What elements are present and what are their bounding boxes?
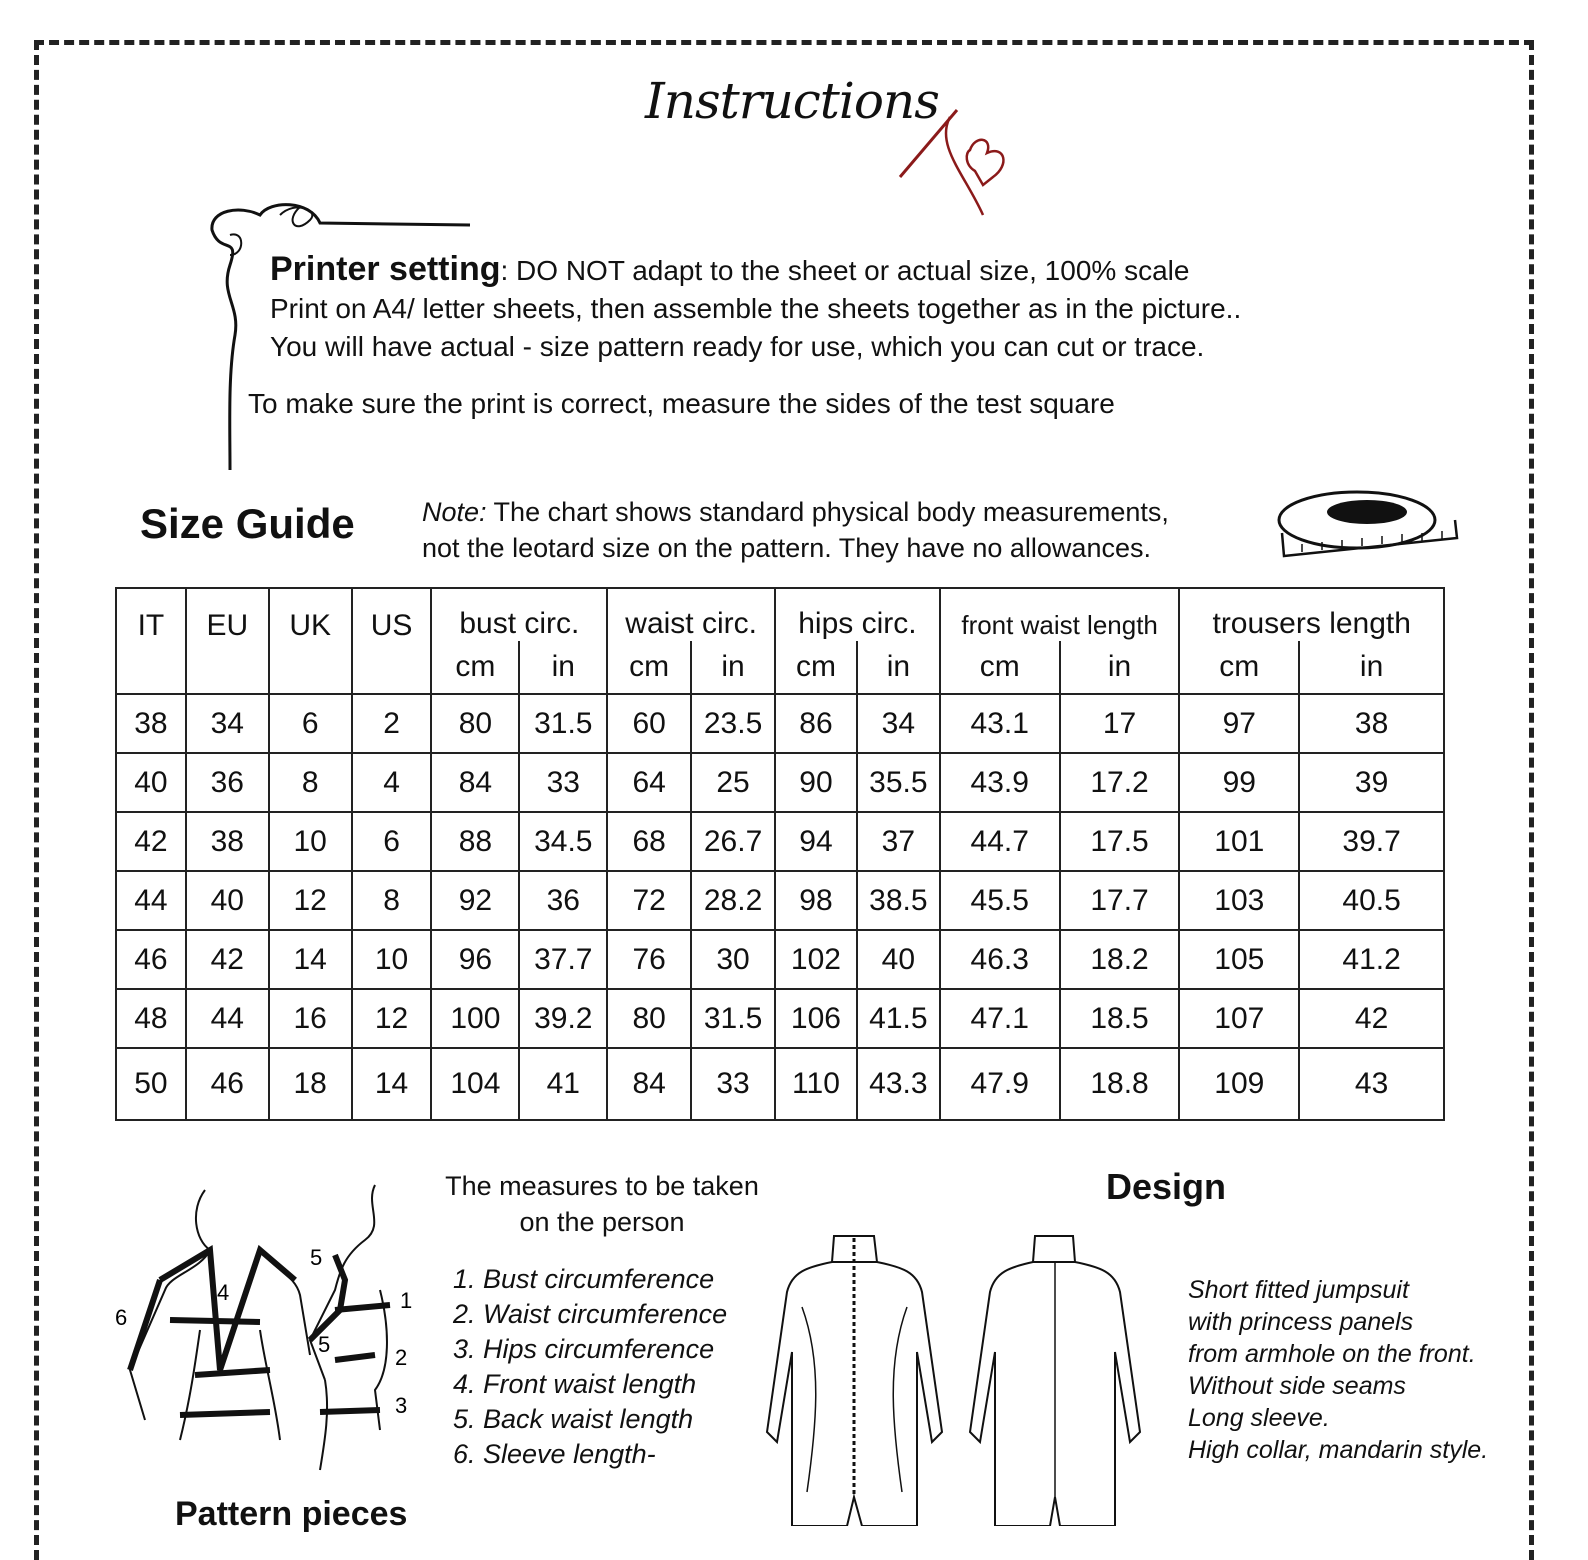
printer-line-1 [270, 250, 1241, 290]
cell: 30 [691, 930, 775, 989]
cell: 80 [431, 694, 519, 753]
header-front-waist: front waist length [940, 588, 1180, 641]
cell: 37 [857, 812, 940, 871]
cell: 39.7 [1299, 812, 1444, 871]
cell: 43.3 [857, 1048, 940, 1120]
size-guide-heading: Size Guide [140, 500, 355, 547]
cell: 92 [431, 871, 519, 930]
cell: 34 [857, 694, 940, 753]
cell: 40.5 [1299, 871, 1444, 930]
list-item: 6. Sleeve length- [453, 1439, 656, 1469]
cell: 18.2 [1060, 930, 1180, 989]
cell: 14 [269, 930, 352, 989]
cell: 43.9 [940, 753, 1060, 812]
table-row [116, 753, 1444, 812]
cell: 10 [352, 930, 432, 989]
jumpsuit-back-sketch-icon [965, 1232, 1145, 1526]
cell: 101 [1179, 812, 1299, 871]
cell: 40 [116, 753, 186, 812]
cell: 45.5 [940, 871, 1060, 930]
printer-line-3: You will have actual - size pattern ready for use, which you can cut or trace. [270, 331, 1205, 362]
design-line: Long sleeve. [1188, 1404, 1330, 1432]
body-measurement-figures-icon [110, 1180, 420, 1480]
note-line-1: The chart shows standard physical body measurements, [486, 497, 1169, 527]
cell: 80 [607, 989, 691, 1048]
unit-cm: cm [1179, 641, 1299, 694]
cell: 36 [186, 753, 269, 812]
cell: 33 [691, 1048, 775, 1120]
cell: 18.5 [1060, 989, 1180, 1048]
cell: 42 [1299, 989, 1444, 1048]
table-row [116, 989, 1444, 1048]
cell: 18 [269, 1048, 352, 1120]
cell: 97 [1179, 694, 1299, 753]
figure-number-5a: 5 [310, 1245, 323, 1270]
cell: 110 [775, 1048, 857, 1120]
cell: 47.1 [940, 989, 1060, 1048]
cell: 84 [431, 753, 519, 812]
cell: 48 [116, 989, 186, 1048]
cell: 35.5 [857, 753, 940, 812]
cell: 90 [775, 753, 857, 812]
unit-cm: cm [775, 641, 857, 694]
unit-cm: cm [607, 641, 691, 694]
size-guide-note [422, 494, 1169, 566]
unit-in: in [1299, 641, 1444, 694]
unit-in: in [857, 641, 940, 694]
cell: 76 [607, 930, 691, 989]
measures-heading [432, 1168, 772, 1240]
cell: 94 [775, 812, 857, 871]
list-item: 1. Bust circumference [453, 1264, 715, 1294]
cell: 2 [352, 694, 432, 753]
design-line: Without side seams [1188, 1372, 1406, 1400]
figure-number-2: 2 [395, 1345, 408, 1370]
cell: 6 [352, 812, 432, 871]
cell: 105 [1179, 930, 1299, 989]
cell: 42 [186, 930, 269, 989]
printer-line-2: Print on A4/ letter sheets, then assemble the sheets together as in the picture.. [270, 293, 1242, 324]
cell: 44 [186, 989, 269, 1048]
cell: 18.8 [1060, 1048, 1180, 1120]
cell: 16 [269, 989, 352, 1048]
printer-setting-text: : DO NOT adapt to the sheet or actual size, 100% scale [500, 255, 1190, 286]
cell: 12 [269, 871, 352, 930]
cell: 68 [607, 812, 691, 871]
measures-heading-line-2: on the person [519, 1207, 685, 1237]
cell: 103 [1179, 871, 1299, 930]
note-line-2: not the leotard size on the pattern. They have no allowances. [422, 533, 1151, 563]
unit-in: in [519, 641, 607, 694]
header-hips: hips circ. [775, 588, 940, 641]
figure-number-5b: 5 [318, 1332, 331, 1357]
header-it: IT [116, 588, 186, 694]
cell: 40 [857, 930, 940, 989]
cell: 36 [519, 871, 607, 930]
design-heading: Design [1106, 1166, 1227, 1207]
cell: 88 [431, 812, 519, 871]
header-waist: waist circ. [607, 588, 775, 641]
cell: 12 [352, 989, 432, 1048]
cell: 10 [269, 812, 352, 871]
cell: 38 [186, 812, 269, 871]
list-item: 3. Hips circumference [453, 1334, 715, 1364]
cell: 25 [691, 753, 775, 812]
header-us: US [352, 588, 432, 694]
cell: 96 [431, 930, 519, 989]
cell: 100 [431, 989, 519, 1048]
cell: 43 [1299, 1048, 1444, 1120]
measures-list [453, 1262, 727, 1472]
size-table [115, 587, 1445, 1121]
cell: 17.7 [1060, 871, 1180, 930]
table-row [116, 871, 1444, 930]
cell: 60 [607, 694, 691, 753]
needle-thread-icon [895, 105, 1020, 220]
cell: 38 [1299, 694, 1444, 753]
table-row [116, 812, 1444, 871]
cell: 17.2 [1060, 753, 1180, 812]
list-item: 5. Back waist length [453, 1404, 694, 1434]
cell: 84 [607, 1048, 691, 1120]
cell: 33 [519, 753, 607, 812]
unit-in: in [1060, 641, 1180, 694]
jumpsuit-front-sketch-icon [762, 1232, 947, 1526]
list-item: 2. Waist circumference [453, 1299, 728, 1329]
cell: 50 [116, 1048, 186, 1120]
figure-number-1: 1 [400, 1288, 413, 1313]
cell: 41 [519, 1048, 607, 1120]
figure-number-4: 4 [217, 1280, 230, 1305]
cell: 34.5 [519, 812, 607, 871]
header-bust: bust circ. [431, 588, 607, 641]
cell: 28.2 [691, 871, 775, 930]
table-row [116, 930, 1444, 989]
cell: 41.2 [1299, 930, 1444, 989]
cell: 46 [116, 930, 186, 989]
unit-cm: cm [431, 641, 519, 694]
cell: 6 [269, 694, 352, 753]
cell: 14 [352, 1048, 432, 1120]
cell: 86 [775, 694, 857, 753]
note-label: Note: [422, 497, 487, 527]
cell: 109 [1179, 1048, 1299, 1120]
cell: 102 [775, 930, 857, 989]
table-row [116, 1048, 1444, 1120]
cell: 39.2 [519, 989, 607, 1048]
cell: 42 [116, 812, 186, 871]
cell: 39 [1299, 753, 1444, 812]
pattern-pieces-heading: Pattern pieces [175, 1495, 408, 1533]
cell: 47.9 [940, 1048, 1060, 1120]
design-line: High collar, mandarin style. [1188, 1436, 1489, 1464]
cell: 106 [775, 989, 857, 1048]
cell: 4 [352, 753, 432, 812]
table-row [116, 694, 1444, 753]
cell: 104 [431, 1048, 519, 1120]
cell: 38.5 [857, 871, 940, 930]
design-line: Short fitted jumpsuit [1188, 1276, 1409, 1304]
figure-number-3: 3 [395, 1393, 408, 1418]
cell: 99 [1179, 753, 1299, 812]
cell: 107 [1179, 989, 1299, 1048]
cell: 37.7 [519, 930, 607, 989]
measures-heading-line-1: The measures to be taken [445, 1171, 759, 1201]
cell: 31.5 [519, 694, 607, 753]
tape-measure-icon [1272, 478, 1462, 568]
header-trousers: trousers length [1179, 588, 1444, 641]
cell: 46 [186, 1048, 269, 1120]
cell: 17.5 [1060, 812, 1180, 871]
cell: 23.5 [691, 694, 775, 753]
list-item: 4. Front waist length [453, 1369, 697, 1399]
design-line: with princess panels [1188, 1308, 1414, 1336]
printer-setting-label: Printer setting [270, 250, 501, 288]
cell: 98 [775, 871, 857, 930]
test-square-instruction: To make sure the print is correct, measure the sides of the test square [248, 388, 1115, 419]
cell: 44 [116, 871, 186, 930]
cell: 34 [186, 694, 269, 753]
cell: 46.3 [940, 930, 1060, 989]
cell: 44.7 [940, 812, 1060, 871]
cell: 26.7 [691, 812, 775, 871]
unit-cm: cm [940, 641, 1060, 694]
printer-instructions [270, 250, 1241, 366]
figure-number-6: 6 [115, 1305, 128, 1330]
header-uk: UK [269, 588, 352, 694]
design-description [1188, 1274, 1488, 1466]
header-eu: EU [186, 588, 269, 694]
instructions-title: Instructions [645, 72, 939, 130]
cell: 8 [352, 871, 432, 930]
design-line: from armhole on the front. [1188, 1340, 1476, 1368]
cell: 38 [116, 694, 186, 753]
cell: 43.1 [940, 694, 1060, 753]
cell: 17 [1060, 694, 1180, 753]
cell: 72 [607, 871, 691, 930]
cell: 8 [269, 753, 352, 812]
unit-in: in [691, 641, 775, 694]
cell: 64 [607, 753, 691, 812]
cell: 40 [186, 871, 269, 930]
cell: 31.5 [691, 989, 775, 1048]
cell: 41.5 [857, 989, 940, 1048]
